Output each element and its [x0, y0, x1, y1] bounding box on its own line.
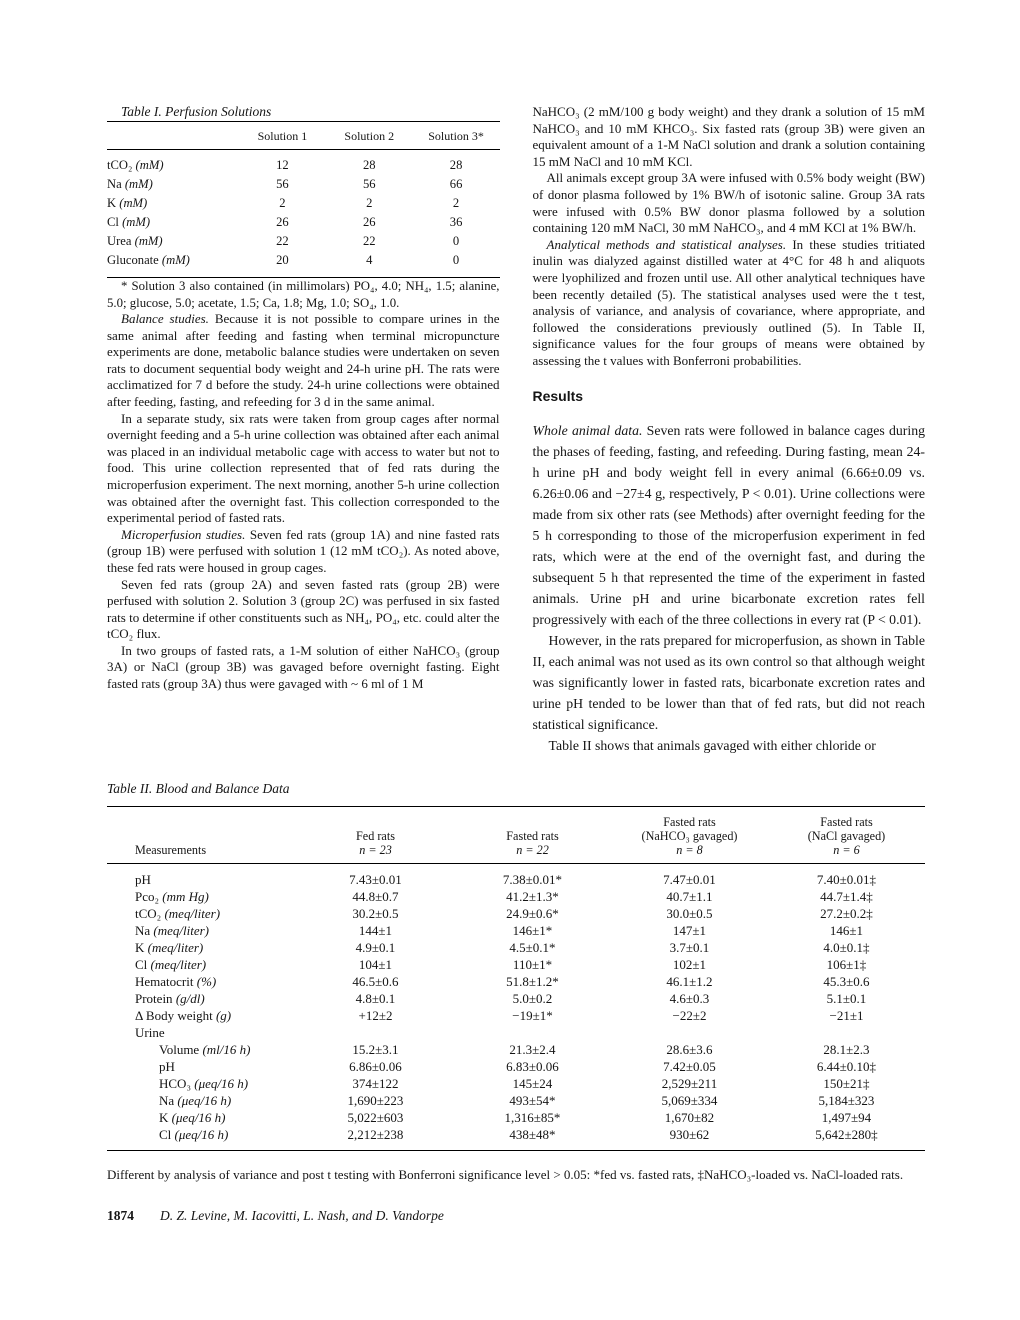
- table2-column-header: [611, 807, 768, 864]
- cell-value: 104±1: [358, 957, 393, 973]
- table2-row: [107, 956, 925, 973]
- measurement-unit: (mM): [119, 196, 148, 211]
- cell-value: 5,069±334: [661, 1093, 718, 1109]
- cell-value: 24.9±0.6*: [506, 906, 559, 922]
- table2-column-header: [297, 807, 454, 864]
- row-label: [107, 194, 239, 213]
- measurement-unit: (%): [196, 974, 217, 990]
- cell-value: 7.43±0.01: [349, 872, 402, 888]
- table1-table: [107, 121, 500, 279]
- cell-value: [611, 1024, 768, 1041]
- paragraph-lead: Microperfusion studies.: [121, 526, 250, 542]
- paragraph: Table II shows that animals gavaged with either chloride or: [548, 738, 876, 754]
- measurement-name: Δ Body weight: [135, 1008, 216, 1024]
- cell-value: 2: [279, 196, 286, 211]
- cell-value: [768, 1024, 925, 1041]
- column-header-line: (NaCl gavaged): [807, 829, 886, 844]
- table2-row: [107, 990, 925, 1007]
- cell-value: 41.2±1.3*: [506, 889, 559, 905]
- measurement-unit: (g): [215, 1008, 232, 1024]
- paragraph: NaHCO₃ (2 mM/100 g body weight) and they drank a solution of 15 mM NaHCO₃ and 10 mM KHCO₃. Six fasted rats (group 3B) were given an equivalent amount of a 1-M NaCl solution and drank a solution containing 15 mM NaCl and 10 mM KCl.: [532, 104, 925, 169]
- paragraph: Balance studies. Because it is not possible to compare urines in the same animal after feeding and fasting when terminal micropuncture experiments are done, metabolic balance studies were undertaken on seven rats to document sequential body weight and 24-h urine pH. The rats were acclimatized for 7 d before the study. 24-h urine collections were obtained after feeding, fasting, and refeeding for 3 d in the same animal.: [107, 311, 500, 409]
- cell-value: 106±1‡: [826, 957, 867, 973]
- cell-value: 46.5±0.6: [352, 974, 399, 990]
- table2-row: [107, 905, 925, 922]
- measurement-unit: (mM): [122, 215, 151, 230]
- column-header-line: (NaHCO₃ gavaged): [641, 829, 738, 844]
- cell-value: 30.2±0.5: [352, 906, 399, 922]
- measurement-unit: (mM): [134, 234, 163, 249]
- cell-value: 110±1*: [512, 957, 553, 973]
- measurement-name: Cl: [135, 957, 151, 973]
- cell-value: 21.3±2.4: [509, 1042, 556, 1058]
- table1-column-header: Solution 2: [326, 121, 413, 150]
- cell-value: 4.5±0.1*: [509, 940, 556, 956]
- cell-value: 26: [362, 215, 376, 230]
- row-label: [107, 213, 239, 232]
- measurement-name: Volume: [159, 1042, 203, 1058]
- column-header-line: Fasted rats: [820, 815, 873, 830]
- results-heading: Results: [532, 387, 584, 404]
- measurement-name: Urine: [135, 1025, 165, 1041]
- table2-row: [107, 1058, 925, 1075]
- row-label: [107, 175, 239, 194]
- cell-value: −22±2: [672, 1008, 707, 1024]
- cell-value: 2,212±238: [347, 1127, 404, 1143]
- cell-value: 145±24: [512, 1076, 553, 1092]
- measurement-name: Na: [135, 923, 154, 939]
- measurement-name: Na: [107, 177, 125, 192]
- measurement-name: Protein: [135, 991, 176, 1007]
- measurement-name: K: [159, 1110, 172, 1126]
- table1-row: [107, 213, 500, 232]
- cell-value: +12±2: [358, 1008, 393, 1024]
- row-label: [107, 1058, 297, 1075]
- cell-value: 493±54*: [509, 1093, 556, 1109]
- cell-value: 45.3±0.6: [823, 974, 870, 990]
- column-n: n = 6: [833, 843, 860, 858]
- measurement-unit: (meq/liter): [164, 906, 221, 922]
- measurement-name: tCO₂: [135, 906, 165, 922]
- measurement-name: K: [135, 940, 148, 956]
- table2-header-row: [107, 807, 925, 864]
- table1-column-header: Solution 1: [239, 121, 326, 150]
- table2-row: [107, 1007, 925, 1024]
- table1-body: [107, 150, 500, 278]
- measurement-unit: (g/dl): [175, 991, 205, 1007]
- measurement-name: Cl: [159, 1127, 175, 1143]
- row-label: [107, 1024, 297, 1041]
- row-label: [107, 1041, 297, 1058]
- row-label: [107, 150, 239, 176]
- row-label: [107, 232, 239, 251]
- cell-value: 28.1±2.3: [823, 1042, 870, 1058]
- measurement-unit: (mM): [124, 177, 153, 192]
- cell-value: 44.7±1.4‡: [820, 889, 873, 905]
- cell-value: 27.2±0.2‡: [820, 906, 873, 922]
- table2-footnote: Different by analysis of variance and post t testing with Bonferroni significance level > 0.05: *fed vs. fasted rats, ‡NaHCO₃-loaded vs. NaCl-loaded rats.: [107, 1167, 904, 1183]
- cell-value: 147±1: [672, 923, 707, 939]
- authors: D. Z. Levine, M. Iacovitti, L. Nash, and D. Vandorpe: [160, 1207, 444, 1223]
- cell-value: 150±21‡: [823, 1076, 870, 1092]
- cell-value: 46.1±1.2: [666, 974, 713, 990]
- row-label: [107, 888, 297, 905]
- cell-value: 20: [276, 253, 289, 268]
- table1-footnote: * Solution 3 also contained (in millimolars) PO₄, 4.0; NH₄, 1.5; alanine, 5.0; glucose, 5.0; acetate, 1.5; Ca, 1.8; Mg, 1.0; SO₄, 1.0.: [107, 279, 500, 310]
- table2-row: [107, 922, 925, 939]
- table2-row: [107, 888, 925, 905]
- cell-value: 7.40±0.01‡: [816, 872, 877, 888]
- paragraph: Whole animal data. Seven rats were followed in balance cages during the phases of feeding, fasting, and refeeding. During fasting, mean 24-h urine pH and body weight fell in every animal (6.66±0.09 vs. 6.26±0.06 and −27±4 g, respectively, P < 0.01). Urine collections were made from six other rats (see Methods) after overnight feeding for the 5 h corresponding to those of the microperfusion experiment in fed rats, which were at the end of the overnight fast, and during the subsequent 5 h that represented the time of the experiment in fasted animals. Urine pH and urine bicarbonate excretion rates fell progressively with each of the three collections in every rat (P < 0.01).: [532, 423, 925, 628]
- table1-row: [107, 175, 500, 194]
- cell-value: 36: [449, 215, 463, 230]
- cell-value: 930±62: [669, 1127, 710, 1143]
- cell-value: 66: [449, 177, 463, 192]
- column-header-line: Fasted rats: [663, 815, 716, 830]
- measurement-unit: (meq/liter): [147, 940, 204, 956]
- table1-row: [107, 194, 500, 213]
- table1-title: Table I. Perfusion Solutions: [121, 104, 272, 119]
- table2-column-header: [768, 807, 925, 864]
- cell-value: 7.38±0.01*: [502, 872, 563, 888]
- paragraph: However, in the rats prepared for microperfusion, as shown in Table II, each animal was not used as its own control so that although weight was significantly lower in fasted rats, bicarbonate excretion rates and urine pH tended to be lower than that of fed rats, but did not reach statistical significance.: [532, 633, 925, 733]
- measurement-name: Gluconate: [107, 253, 162, 268]
- row-label: [107, 1007, 297, 1024]
- cell-value: 4.8±0.1: [355, 991, 396, 1007]
- table2-table: [107, 806, 925, 1151]
- cell-value: 146±1*: [512, 923, 553, 939]
- row-label: [107, 251, 239, 278]
- cell-value: 0: [452, 253, 460, 268]
- table2-row: [107, 939, 925, 956]
- measurement-name: pH: [159, 1059, 175, 1075]
- table2-row: [107, 1075, 925, 1092]
- paragraph: Seven fed rats (group 2A) and seven fasted rats (group 2B) were perfused with solution 2. Solution 3 (group 2C) was perfused in six fasted rats to determine if other constituents such as NH₄, PO₄, etc. could alter the tCO₂ flux.: [107, 576, 500, 642]
- table2-row: [107, 1092, 925, 1109]
- measurement-unit: (μeq/16 h): [194, 1076, 249, 1092]
- cell-value: 4.0±0.1‡: [823, 940, 870, 956]
- row-label: [107, 1092, 297, 1109]
- measurement-unit: (ml/16 h): [202, 1042, 251, 1058]
- measurements-label: Measurements: [135, 843, 207, 858]
- cell-value: 2: [366, 196, 373, 211]
- table1-row: [107, 232, 500, 251]
- cell-value: 4.9±0.1: [355, 940, 396, 956]
- column-n: n = 22: [516, 843, 549, 858]
- cell-value: 5.0±0.2: [512, 991, 553, 1007]
- table1-row: [107, 251, 500, 278]
- paragraph: Analytical methods and statistical analyses. In these studies tritiated inulin was dialyzed against distilled water at 4°C for 48 h and aliquots were lyophilized and frozen until use. All other analytical techniques have been recently detailed (5). The statistical analyses used were the t test, analysis of variance, and analysis of covariance, where appropriate, and followed the considerations previously outlined (5). In Table II, significance values for the four groups of means were obtained by assessing the t values with Bonferroni probabilities.: [532, 236, 925, 368]
- cell-value: 51.8±1.2*: [506, 974, 559, 990]
- measurement-name: Pco₂: [135, 889, 163, 905]
- cell-value: 374±122: [352, 1076, 399, 1092]
- measurement-name: K: [107, 196, 120, 211]
- measurement-unit: (μeq/16 h): [171, 1110, 226, 1126]
- table2-title: Table II. Blood and Balance Data: [107, 781, 290, 797]
- table2-row: [107, 1024, 925, 1041]
- column-header-line: Fasted rats: [506, 829, 559, 844]
- column-n: n = 8: [676, 843, 703, 858]
- cell-value: 146±1: [829, 923, 864, 939]
- row-label: [107, 1109, 297, 1126]
- measurement-unit: (mM): [135, 158, 164, 173]
- cell-value: 30.0±0.5: [666, 906, 713, 922]
- measurement-name: Cl: [107, 215, 123, 230]
- paragraph-lead: Analytical methods and statistical analyses.: [546, 236, 793, 252]
- table1-row: [107, 150, 500, 176]
- table2-row: [107, 864, 925, 889]
- cell-value: 12: [276, 158, 289, 173]
- cell-value: 3.7±0.1: [669, 940, 710, 956]
- cell-value: 6.83±0.06: [506, 1059, 559, 1075]
- measurement-name: pH: [135, 872, 151, 888]
- paragraph: In a separate study, six rats were taken from group cages after normal overnight feeding and a 5-h urine collection was obtained after each animal was placed in an individual metabolic cage with access to water but not to food. This urine collection represented that of fed rats during the microperfusion experiment. The next morning, another 5-h urine collection was obtained after the overnight fast. This collection corresponded to the experimental period of fasted rats.: [107, 410, 500, 526]
- cell-value: 28: [362, 158, 376, 173]
- table1-column-header: [107, 121, 239, 150]
- cell-value: 22: [362, 234, 376, 249]
- row-label: [107, 905, 297, 922]
- cell-value: 2: [452, 196, 460, 211]
- right-column: [533, 104, 926, 756]
- table2-row: [107, 1041, 925, 1058]
- row-label: [107, 973, 297, 990]
- column-header-line: Fed rats: [356, 829, 395, 844]
- table2-body: [107, 864, 925, 1151]
- cell-value: 4: [366, 253, 373, 268]
- cell-value: 6.44±0.10‡: [816, 1059, 877, 1075]
- cell-value: 28.6±3.6: [666, 1042, 713, 1058]
- cell-value: 22: [276, 234, 289, 249]
- cell-value: 0: [452, 234, 460, 249]
- two-column-layout: [107, 104, 925, 756]
- measurement-name: HCO₃: [159, 1076, 195, 1092]
- results-text: [533, 420, 926, 756]
- cell-value: 102±1: [672, 957, 707, 973]
- row-label: [107, 1126, 297, 1151]
- cell-value: 28: [449, 158, 463, 173]
- cell-value: 2,529±211: [661, 1076, 718, 1092]
- row-label: [107, 956, 297, 973]
- right-column-text: [533, 104, 926, 370]
- cell-value: 5,642±280‡: [815, 1127, 878, 1143]
- measurement-unit: (mm Hg): [162, 889, 209, 905]
- cell-value: 1,497±94: [821, 1110, 872, 1126]
- measurement-unit: (meq/liter): [153, 923, 210, 939]
- table1: [107, 104, 500, 311]
- cell-value: 4.6±0.3: [669, 991, 710, 1007]
- cell-value: 1,670±82: [664, 1110, 715, 1126]
- table1-header-row: [107, 121, 500, 150]
- row-label: [107, 864, 297, 889]
- cell-value: [454, 1024, 611, 1041]
- cell-value: 5,184±323: [818, 1093, 875, 1109]
- page-number: 1874: [107, 1207, 134, 1223]
- row-label: [107, 922, 297, 939]
- left-column: [107, 104, 500, 756]
- table2-row: [107, 1126, 925, 1151]
- row-label: [107, 990, 297, 1007]
- paragraph: Microperfusion studies. Seven fed rats (group 1A) and nine fasted rats (group 1B) were perfused with solution 1 (12 mM tCO₂). As noted above, these fed rats were housed in group cages.: [107, 526, 500, 575]
- cell-value: 6.86±0.06: [349, 1059, 402, 1075]
- paragraph-lead: Balance studies.: [121, 311, 215, 326]
- cell-value: [297, 1024, 454, 1041]
- table1-column-header: Solution 3*: [413, 121, 500, 150]
- measurement-unit: (mM): [161, 253, 190, 268]
- paragraph: In two groups of fasted rats, a 1-M solution of either NaHCO₃ (group 3A) or NaCl (group 3B) was gavaged before overnight fasting. Eight fasted rats (group 3A) thus were gavaged with ~ 6 ml of 1 M: [107, 642, 500, 692]
- cell-value: 1,316±85*: [504, 1110, 561, 1126]
- measurement-unit: (μeq/16 h): [177, 1093, 232, 1109]
- page-footer: [107, 1208, 925, 1224]
- cell-value: 5,022±603: [347, 1110, 404, 1126]
- measurement-name: tCO₂: [107, 158, 136, 173]
- cell-value: 5.1±0.1: [826, 991, 867, 1007]
- cell-value: −21±1: [829, 1008, 864, 1024]
- table2-row: [107, 973, 925, 990]
- measurement-unit: (meq/liter): [150, 957, 207, 973]
- cell-value: 56: [276, 177, 289, 192]
- cell-value: 56: [362, 177, 376, 192]
- cell-value: 438±48*: [509, 1127, 556, 1143]
- cell-value: 1,690±223: [347, 1093, 404, 1109]
- paragraph-lead: Whole animal data.: [532, 423, 647, 439]
- cell-value: 40.7±1.1: [666, 889, 713, 905]
- column-n: n = 23: [359, 843, 392, 858]
- measurement-name: Hematocrit: [135, 974, 197, 990]
- cell-value: 7.47±0.01: [663, 872, 716, 888]
- row-label: [107, 1075, 297, 1092]
- row-label: [107, 939, 297, 956]
- measurement-name: Na: [159, 1093, 178, 1109]
- cell-value: 26: [276, 215, 289, 230]
- cell-value: 44.8±0.7: [352, 889, 399, 905]
- left-column-text: [107, 311, 500, 693]
- table2: [107, 781, 925, 1151]
- table2-measurements-header: [107, 807, 297, 864]
- measurement-name: Urea: [107, 234, 135, 249]
- cell-value: 144±1: [358, 923, 393, 939]
- cell-value: −19±1*: [512, 1008, 553, 1024]
- cell-value: 15.2±3.1: [352, 1042, 399, 1058]
- table2-row: [107, 1109, 925, 1126]
- measurement-unit: (μeq/16 h): [174, 1127, 229, 1143]
- paragraph: All animals except group 3A were infused with 0.5% body weight (BW) of donor plasma followed by 1% BW/h of isotonic saline. Group 3A rats were infused with 0.5% BW donor plasma followed by a solution containing 120 mM NaCl, 30 mM NaHCO₃, and 4 mM KCl at 1% BW/h.: [532, 170, 925, 236]
- table2-column-header: [454, 807, 611, 864]
- cell-value: 7.42±0.05: [663, 1059, 716, 1075]
